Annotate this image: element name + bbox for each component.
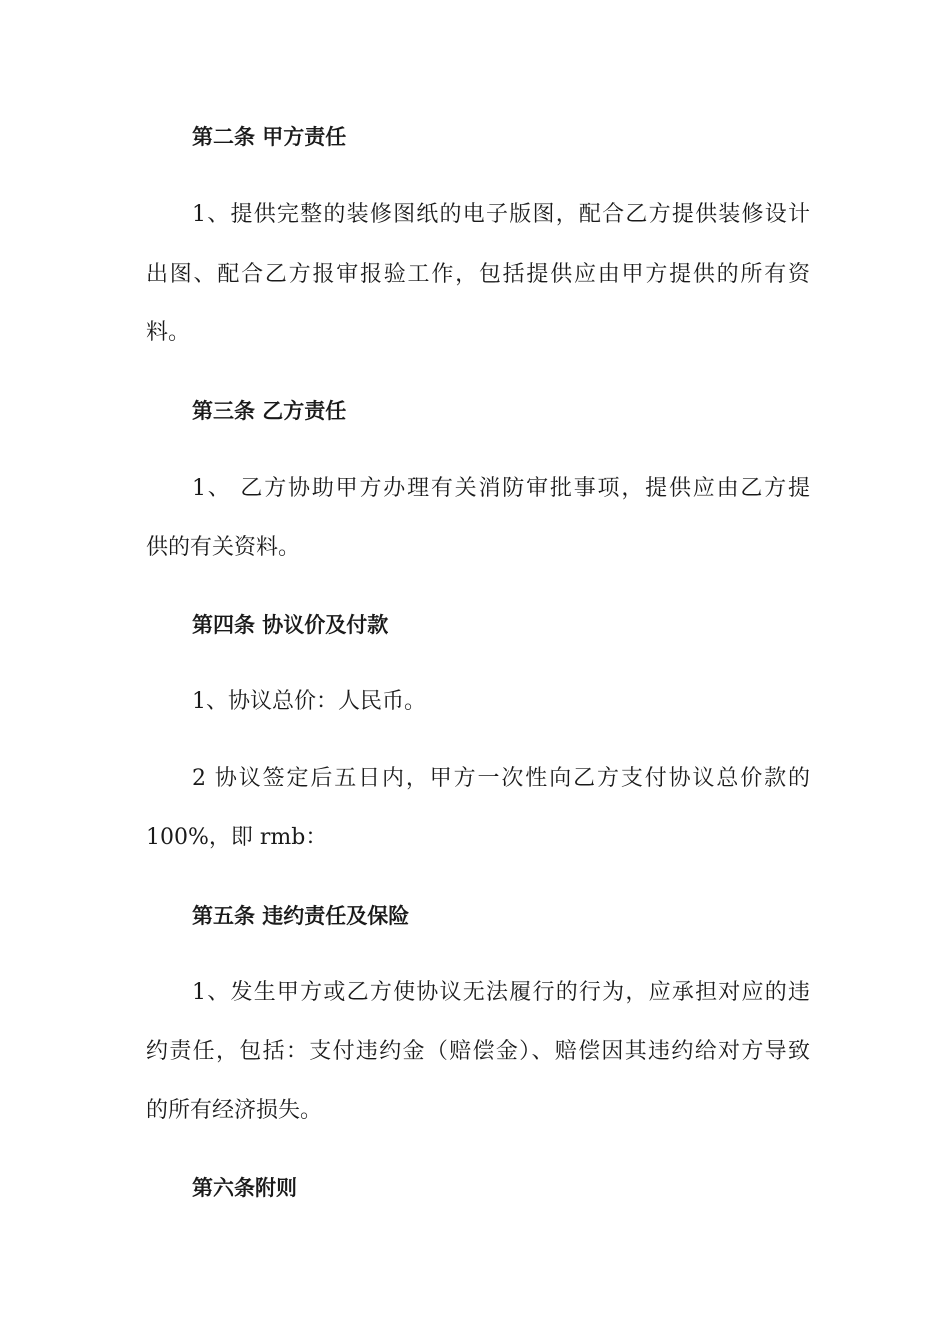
section-2-paragraph-line: 1、提供完整的装修图纸的电子版图，配合乙方提供装修设计	[192, 202, 810, 227]
section-2-heading: 第二条 甲方责任	[192, 125, 347, 149]
section-5-paragraph-line: 1、发生甲方或乙方使协议无法履行的行为，应承担对应的违	[192, 980, 810, 1005]
section-3-paragraph-line: 1、 乙方协助甲方办理有关消防审批事项，提供应由乙方提	[192, 476, 810, 501]
section-5-paragraph-line: 的所有经济损失。	[146, 1098, 323, 1123]
section-3-heading: 第三条 乙方责任	[192, 399, 347, 423]
section-2-paragraph-line: 出图、配合乙方报审报验工作，包括提供应由甲方提供的所有资	[146, 262, 810, 287]
section-5-paragraph-line: 约责任，包括：支付违约金（赔偿金）、赔偿因其违约给对方导致	[146, 1039, 810, 1064]
section-5-heading: 第五条 违约责任及保险	[192, 904, 410, 928]
section-6-heading: 第六条附则	[192, 1176, 297, 1200]
section-4-heading: 第四条 协议价及付款	[192, 613, 389, 637]
section-4-paragraph-line: 1、协议总价：人民币。	[192, 689, 426, 714]
section-3-paragraph-line: 供的有关资料。	[146, 535, 301, 560]
section-4-paragraph-line: 2 协议签定后五日内，甲方一次性向乙方支付协议总价款的	[192, 766, 810, 791]
section-2-paragraph-line: 料。	[146, 320, 191, 345]
section-4-paragraph-line: 100%，即 rmb：	[146, 825, 328, 850]
